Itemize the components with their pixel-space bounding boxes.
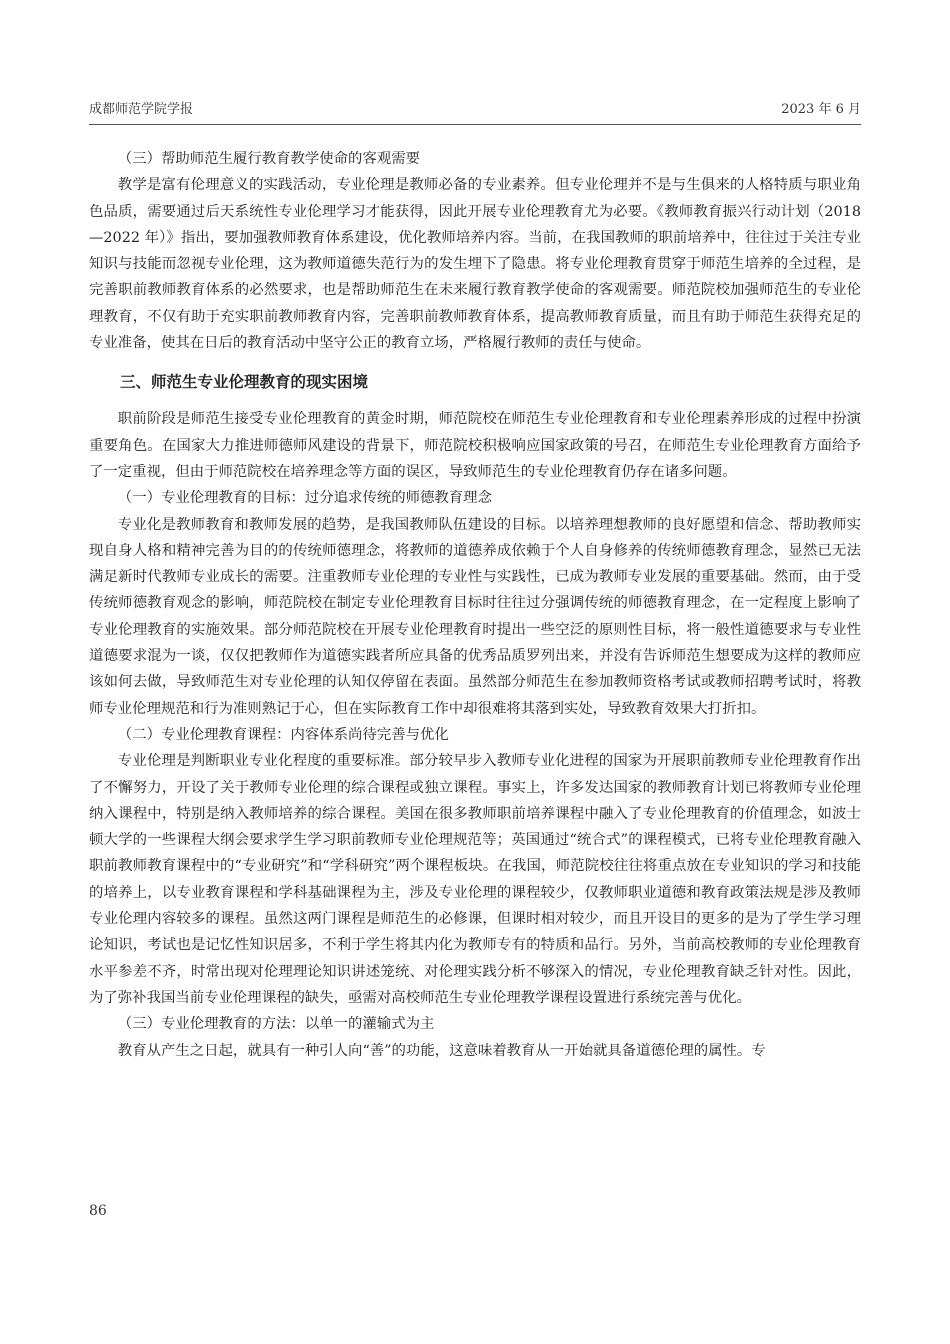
subsection-heading: （二）专业伦理教育课程：内容体系尚待完善与优化 [117, 726, 449, 743]
header-rule [89, 124, 861, 125]
paragraph: 职前阶段是师范生接受专业伦理教育的黄金时期，师范院校在师范生专业伦理教育和专业伦理素养形成的过程中扮演重要角色。在国家大力推进师德师风建设的背景下，师范院校积极响应国家政策的号召，在师范生专业伦理教育方面给予了一定重视，但由于师范院校在培养理念等方面的误区，导致师范生的专业伦理教育仍存在诸多问题。 [89, 411, 861, 480]
running-header [89, 98, 861, 117]
issue-date: 2023 年 6 月 [781, 102, 861, 117]
subsection-heading: （三）专业伦理教育的方法：以单一的灌输式为主 [117, 1016, 435, 1033]
paragraph: 教学是富有伦理意义的实践活动，专业伦理是教师必备的专业素养。但专业伦理并不是与生俱来的人格特质与职业角色品质，需要通过后天系统性专业伦理学习才能获得，因此开展专业伦理教育尤为必要。《教师教育振兴行动计划（2018—2022 年）》指出，要加强教师教育体系建设，优化教师培养内容。当前，在我国教师的职前培养中，往往过于关注专业知识与技能而忽视专业伦理，这为教师道德失范行为的发生埋下了隐患。将专业伦理教育贯穿于师范生培养的全过程，是完善职前教师教育体系的必然要求，也是帮助师范生在未来履行教育教学使命的客观需要。师范院校加强师范生的专业伦理教育，不仅有助于充实职前教师教育内容，完善职前教师教育体系，提高教师教育质量，而且有助于师范生获得充足的专业准备，使其在日后的教育活动中坚守公正的教育立场，严格履行教师的责任与使命。 [89, 177, 861, 352]
section-heading: 三、师范生专业伦理教育的现实困境 [120, 373, 369, 392]
subsection-heading: （一）专业伦理教育的目标：过分追求传统的师德教育理念 [117, 490, 492, 507]
subsection-heading: （三）帮助师范生履行教育教学使命的客观需要 [117, 151, 421, 167]
journal-name: 成都师范学院学报 [89, 102, 194, 117]
paragraph: 专业伦理是判断职业专业化程度的重要标准。部分较早步入教师专业化进程的国家为开展职前教师专业伦理教育作出了不懈努力，开设了关于教师专业伦理的综合课程或独立课程。事实上，许多发达国家的教师教育计划已将教师专业伦理纳入课程中，特别是纳入教师培养的综合课程。美国在很多教师职前培养课程中融入了专业伦理教育的价值理念，如波士顿大学的一些课程大纲会要求学生学习职前教师专业伦理规范等；英国通过“统合式”的课程模式，已将专业伦理教育融入职前教师教育课程中的“专业研究”和“学科研究”两个课程板块。在我国，师范院校往往将重点放在专业知识的学习和技能的培养上，以专业教育课程和学科基础课程为主，涉及专业伦理的课程较少，仅教师职业道德和教育政策法规是涉及教师专业伦理内容较多的课程。虽然这两门课程是师范生的必修课，但课时相对较少，而且开设目的更多的是为了学生学习理论知识，考试也是记忆性知识居多，不利于学生将其内化为教师专有的特质和品行。另外，当前高校教师的专业伦理教育水平参差不齐，时常出现对伦理理论知识讲述笼统、对伦理实践分析不够深入的情况，专业伦理教育缺乏针对性。因此，为了弥补我国当前专业伦理课程的缺失，亟需对高校师范生专业伦理教学课程设置进行系统完善与优化。 [89, 753, 861, 1006]
paragraph: 教育从产生之日起，就具有一种引人向“善”的功能，这意味着教育从一开始就具备道德伦理的属性。专 [117, 1042, 766, 1059]
page-number: 86 [89, 1203, 107, 1219]
article-body [89, 146, 861, 1064]
paragraph: 专业化是教师教育和教师发展的趋势，是我国教师队伍建设的目标。以培养理想教师的良好愿望和信念、帮助教师实现自身人格和精神完善为目的的传统师德理念，将教师的道德养成依赖于个人自身修养的传统师德教育理念，显然已无法满足新时代教师专业成长的需要。注重教师专业伦理的专业性与实践性，已成为教师专业发展的重要基础。然而，由于受传统师德教育观念的影响，师范院校在制定专业伦理教育目标时往往过分强调传统的师德教育理念，在一定程度上影响了专业伦理教育的实施效果。部分师范院校在开展专业伦理教育时提出一些空泛的原则性目标，将一般性道德要求与专业性道德要求混为一谈，仅仅把教师作为道德实践者所应具备的优秀品质罗列出来，并没有告诉师范生想要成为这样的教师应该如何去做，导致师范生对专业伦理的认知仅停留在表面。虽然部分师范生在参加教师资格考试或教师招聘考试时，将教师专业伦理规范和行为准则熟记于心，但在实际教育工作中却很难将其落到实处，导致教育效果大打折扣。 [89, 516, 861, 717]
